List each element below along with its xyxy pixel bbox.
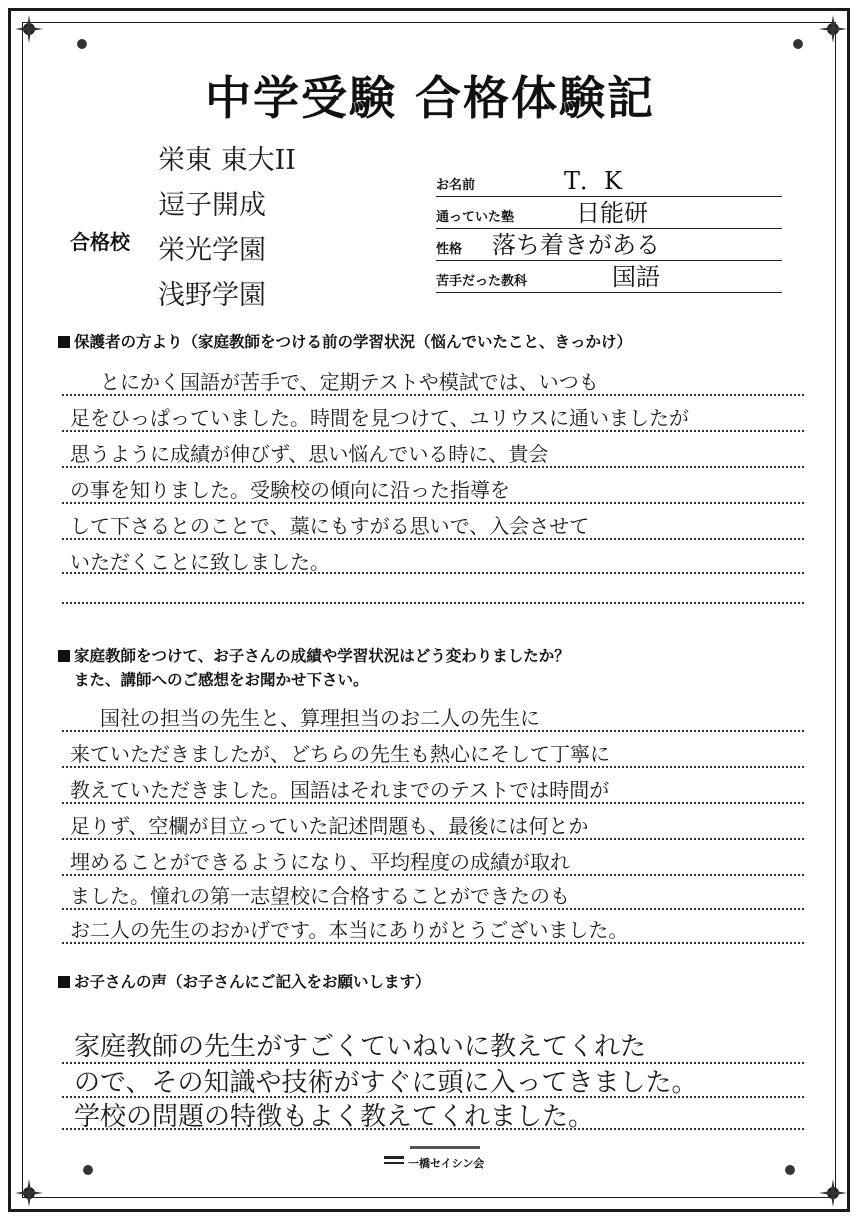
child-comment-line: ので、その知識や技術がすぐに頭に入ってきました。 xyxy=(74,1068,698,1098)
name-label: お名前 xyxy=(436,178,476,193)
section-heading-change: 家庭教師をつけて、お子さんの成績や学習状況はどう変わりましたか？ xyxy=(58,644,570,666)
corner-ornament-icon xyxy=(12,1176,46,1210)
page-title: 中学受験 合格体験記 xyxy=(204,71,655,125)
flower-ornament-icon xyxy=(70,32,94,56)
child-comment-line: 家庭教師の先生がすごくていねいに教えてくれた xyxy=(74,1032,647,1062)
juku-value: 日能研 xyxy=(576,199,648,227)
child-comment-line: 学校の問題の特徴もよく教えてくれました。 xyxy=(74,1102,595,1132)
school-item: 浅野学園 xyxy=(158,280,266,311)
schools-list xyxy=(158,138,296,318)
change-comment-line: ました。憧れの第一志望校に合格することができたのも xyxy=(70,884,570,908)
school-item: 栄東 東大II xyxy=(158,145,296,176)
company-logo xyxy=(380,1142,490,1174)
corner-ornament-icon xyxy=(816,12,850,46)
personality-label: 性格 xyxy=(436,242,463,257)
change-comment-line: 足りず、空欄が目立っていた記述問題も、最後には何とか xyxy=(70,814,589,838)
flower-ornament-icon xyxy=(786,32,810,56)
weak-subject-value: 国語 xyxy=(612,263,660,291)
corner-ornament-icon xyxy=(12,12,46,46)
personality-value: 落ち着きがある xyxy=(492,231,660,259)
section-heading-child: お子さんの声（お子さんにご記入をお願いします） xyxy=(58,970,431,992)
change-comment-line: 国社の担当の先生と、算理担当のお二人の先生に xyxy=(100,706,540,730)
change-comment-line: 埋めることができるようになり、平均程度の成績が取れ xyxy=(70,850,570,874)
flower-ornament-icon xyxy=(778,1158,802,1182)
parent-comment-line: とにかく国語が苦手で、定期テストや模試では、いつも xyxy=(100,370,599,394)
section-subheading-change: また、講師へのご感想をお聞かせ下さい。 xyxy=(74,671,369,689)
flower-ornament-icon xyxy=(76,1158,100,1182)
change-comment-line: 来ていただきましたが、どちらの先生も熱心にそして丁寧に xyxy=(70,742,610,766)
parent-comment-line: の事を知りました。受験校の傾向に沿った指導を xyxy=(70,478,510,502)
company-logo-text: 一橋セイシン会 xyxy=(408,1157,485,1170)
change-comment-line: お二人の先生のおかげです。本当にありがとうございました。 xyxy=(70,918,629,942)
school-item: 逗子開成 xyxy=(158,190,266,221)
change-comment-line: 教えていただきました。国語はそれまでのテストでは時間が xyxy=(70,778,610,802)
corner-ornament-icon xyxy=(816,1176,850,1210)
personality-row xyxy=(436,228,782,261)
parent-comment-line: 足をひっぱっていました。時間を見つけて、ユリウスに通いましたが xyxy=(70,406,689,430)
section-heading-parent: 保護者の方より（家庭教師をつける前の学習状況（悩んでいたこと、きっかけ） xyxy=(58,330,632,352)
parent-comment-line: 思うように成績が伸びず、思い悩んでいる時に、貴会 xyxy=(70,442,549,466)
weak-subject-row xyxy=(436,260,782,293)
juku-label: 通っていた塾 xyxy=(436,210,515,225)
parent-comment-line: いただくことに致しました。 xyxy=(70,550,330,574)
schools-label: 合格校 xyxy=(70,230,130,254)
parent-comment-line: して下さるとのことで、藁にもすがる思いで、入会させて xyxy=(70,514,590,538)
school-item: 栄光学園 xyxy=(158,235,266,266)
name-value: T．K xyxy=(564,167,622,195)
ruled-line xyxy=(62,602,804,604)
weak-subject-label: 苦手だった教科 xyxy=(436,274,528,289)
